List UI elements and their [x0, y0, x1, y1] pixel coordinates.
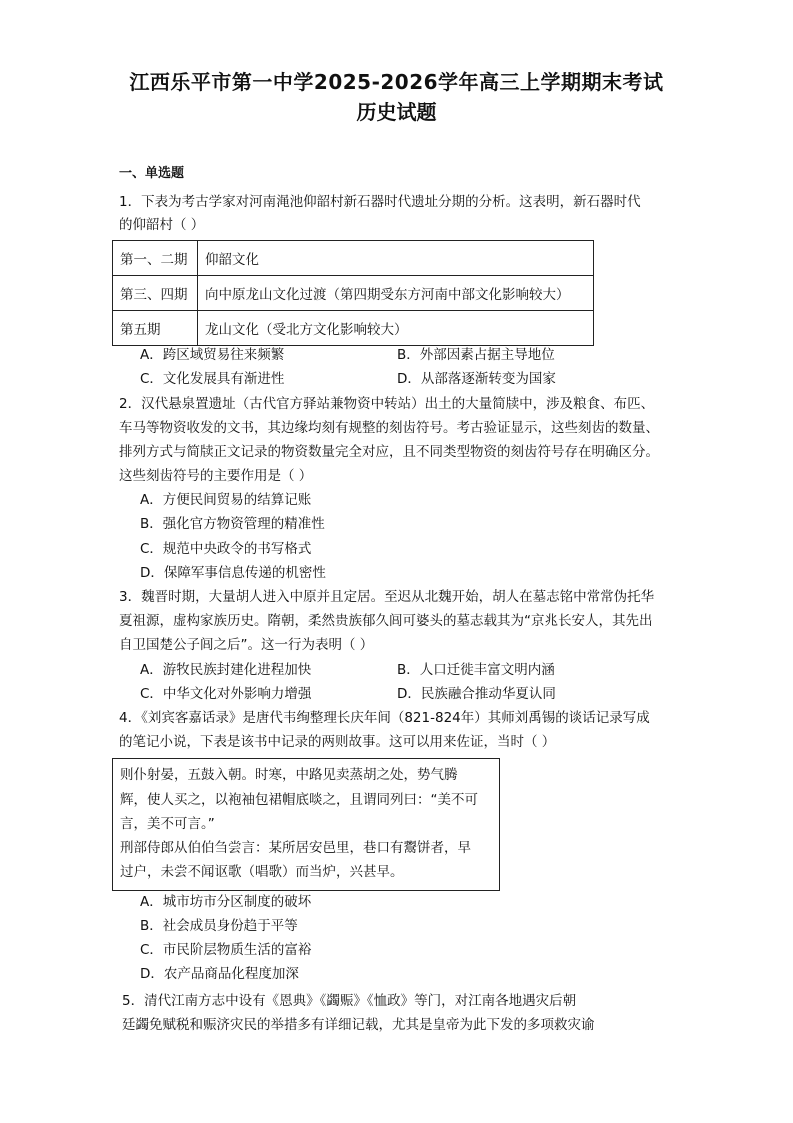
- q3-option-b[interactable]: B．人口迁徙丰富文明内涵: [397, 662, 555, 678]
- q3-stem-line: 自卫国楚公子闾之后”。这一行为表明（ ）: [119, 637, 374, 653]
- table-cell: 龙山文化（受北方文化影响较大）: [198, 311, 594, 346]
- q5-stem-line: 5．清代江南方志中设有《恩典》《蠲赈》《恤政》等门，对江南各地遇灾后朝: [122, 993, 577, 1009]
- table-cell: 向中原龙山文化过渡（第四期受东方河南中部文化影响较大）: [198, 276, 594, 311]
- q2-option-b[interactable]: B．强化官方物资管理的精准性: [140, 516, 325, 532]
- q3-stem-line: 夏祖源，虚构家族历史。隋朝，柔然贵族郁久闾可婆头的墓志载其为“京兆长安人，其先出: [119, 613, 653, 629]
- q1-option-a[interactable]: A．跨区域贸易往来频繁: [140, 347, 285, 363]
- source-line: 刑部侍郎从伯伯刍尝言：某所居安邑里，巷口有鬻饼者，早: [120, 840, 471, 856]
- source-line: 则仆射晏，五鼓入朝。时寒，中路见卖蒸胡之处，势气腾: [120, 767, 458, 783]
- q4-option-b[interactable]: B．社会成员身份趋于平等: [140, 918, 298, 934]
- q1-stem-line: 的仰韶村（ ）: [119, 217, 205, 233]
- table-row: [113, 241, 594, 276]
- q1-option-d[interactable]: D．从部落逐渐转变为国家: [397, 371, 556, 387]
- q1-option-c[interactable]: C．文化发展具有渐进性: [140, 371, 285, 387]
- table-cell: 第三、四期: [113, 276, 198, 311]
- q2-option-d[interactable]: D．保障军事信息传递的机密性: [140, 565, 326, 581]
- q5-stem-line: 廷蠲免赋税和赈济灾民的举措多有详细记载，尤其是皇帝为此下发的多项救灾谕: [122, 1017, 595, 1033]
- q1-stem-line: 1．下表为考古学家对河南渑池仰韶村新石器时代遗址分期的分析。这表明，新石器时代: [119, 194, 641, 210]
- q4-option-a[interactable]: A．城市坊市分区制度的破坏: [140, 894, 312, 910]
- source-line: 言，美不可言。”: [120, 816, 215, 832]
- q2-stem-line: 这些刻齿符号的主要作用是（ ）: [119, 468, 313, 484]
- q2-stem-line: 2．汉代悬泉置遗址（古代官方驿站兼物资中转站）出土的大量简牍中，涉及粮食、布匹、: [119, 396, 655, 412]
- exam-title: 江西乐平市第一中学2025-2026学年高三上学期期末考试: [129, 70, 664, 94]
- q1-option-b[interactable]: B．外部因素占据主导地位: [397, 347, 555, 363]
- q3-stem-line: 3．魏晋时期，大量胡人进入中原并且定居。至迟从北魏开始，胡人在墓志铭中常常伪托华: [119, 589, 655, 605]
- q1-table: [112, 240, 594, 346]
- q2-stem-line: 车马等物资收发的文书，其边缘均刻有规整的刻齿符号。考古验证显示，这些刻齿的数量、: [119, 420, 659, 436]
- q2-stem-line: 排列方式与简牍正文记录的物资数量完全对应，且不同类型物资的刻齿符号存在明确区分。: [119, 444, 659, 460]
- table-row: [113, 276, 594, 311]
- table-cell: 第五期: [113, 311, 198, 346]
- q4-stem-line: 的笔记小说，下表是该书中记录的两则故事。这可以用来佐证，当时（ ）: [119, 734, 556, 750]
- q4-source-box: [112, 758, 500, 891]
- q3-option-c[interactable]: C．中华文化对外影响力增强: [140, 686, 312, 702]
- q4-option-d[interactable]: D．农产品商品化程度加深: [140, 966, 299, 982]
- q3-option-a[interactable]: A．游牧民族封建化进程加快: [140, 662, 312, 678]
- section-heading: 一、单选题: [119, 166, 185, 181]
- q2-option-c[interactable]: C．规范中央政令的书写格式: [140, 541, 312, 557]
- table-row: [113, 311, 594, 346]
- q2-option-a[interactable]: A．方便民间贸易的结算记账: [140, 492, 312, 508]
- source-line: 辉，使人买之，以袍袖包裙帽底啖之，且谓同列曰：“美不可: [120, 792, 478, 808]
- table-cell: 仰韶文化: [198, 241, 594, 276]
- q3-option-d[interactable]: D．民族融合推动华夏认同: [397, 686, 556, 702]
- source-line: 过户，未尝不闻讴歌（唱歌）而当炉，兴甚早。: [120, 864, 404, 880]
- q4-stem-line: 4．《刘宾客嘉话录》是唐代韦绚整理长庆年间（821-824年）其师刘禹锡的谈话记录写成: [119, 710, 650, 726]
- exam-subtitle: 历史试题: [356, 100, 437, 124]
- table-cell: 第一、二期: [113, 241, 198, 276]
- q4-option-c[interactable]: C．市民阶层物质生活的富裕: [140, 942, 312, 958]
